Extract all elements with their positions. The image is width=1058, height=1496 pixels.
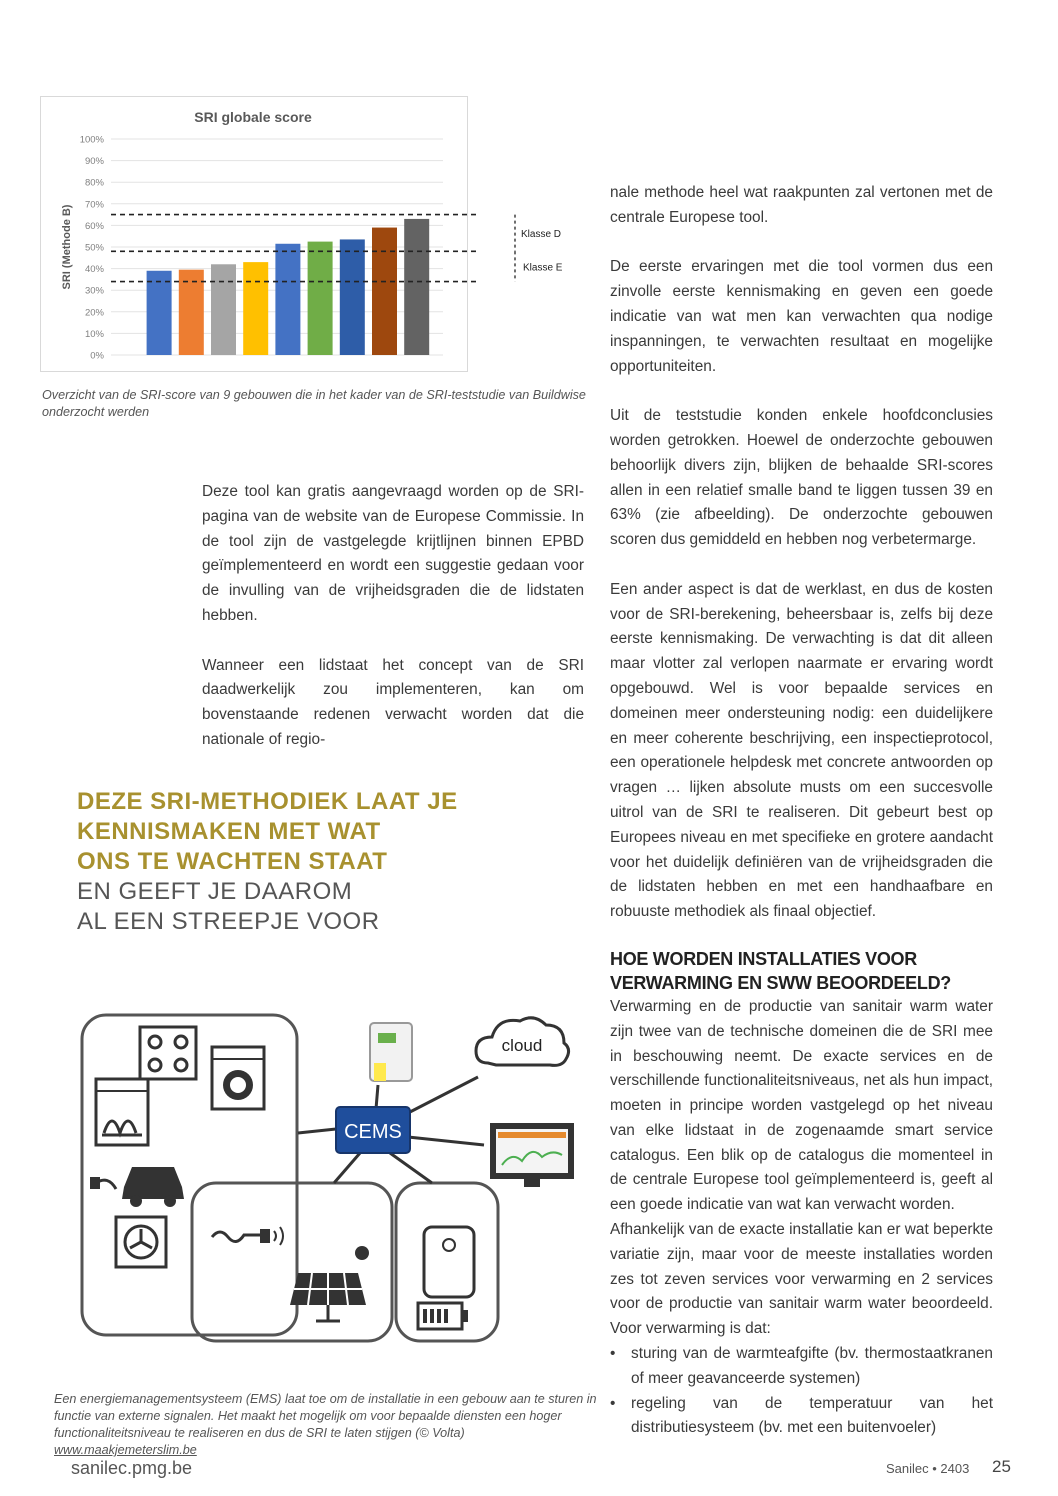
y-axis-label: SRI (Methode B) <box>61 204 73 290</box>
dishwasher-icon <box>96 1079 148 1145</box>
chart-bar <box>147 271 172 355</box>
section-heading-line-1: HOE WORDEN INSTALLATIES VOOR <box>610 948 917 969</box>
ems-diagram <box>72 1005 592 1350</box>
chart-bar <box>179 270 204 355</box>
right-column <box>610 181 993 1441</box>
y-tick-label: 70% <box>84 199 104 211</box>
y-tick-label: 10% <box>84 328 104 340</box>
right-paragraph-6: Afhankelijk van de exacte installatie kan er wat beperkte variatie zijn, maar voor de meeste installaties worden zes tot zeven services voor verwarming en 2 services voor de productie van sanitair warm water beoordeeld. Voor verwarming is dat: <box>610 1221 993 1338</box>
heat-pump-icon <box>116 1217 166 1267</box>
annotation-klasse-d: Klasse D <box>521 228 562 240</box>
y-tick-label: 0% <box>90 350 104 362</box>
pull-quote-line-5: AL EEN STREEPJE VOOR <box>77 908 380 935</box>
diagram-caption <box>54 1391 602 1459</box>
right-paragraph-4: Een ander aspect is dat de werklast, en dus de kosten voor de SRI-berekening, beheersbaar is, zelfs bij deze eerste kennismaking. De verwachting is dat dit alleen maar vlotter zal verlopen naarmate er ervaring wordt opgebouwd. Wel is voor bepaalde services en domeinen meer ondersteuning nodig: een duidelijkere en meer coherente beschrijving, een inspectieprotocol, een operationele helpdesk met concrete antwoorden op vragen … lijken absolute musts om een succesvolle uitrol van de SRI te realiseren. Dit gebeurt best op Europees niveau en met specifieke en grotere aandacht voor het duidelijk definiëren van de vrijheidsgraden die de lidstaten hebben en met een handhaafbare en robuuste methodiek als finaal objectief. <box>610 580 993 921</box>
right-paragraph-5: Verwarming en de productie van sanitair warm water zijn twee van de technische domeinen die de SRI mee in beschouwing neemt. De exacte services en de verschillende functionaliteitsniveaus, net als hun impact, moeten in principe worden vastgelegd op het niveau van elke lidstaat in de zogenaamde smart service catalogus. Een blik op de catalogus die momenteel in de centrale Europese tool geïmplementeerd is, geeft al een goede indicatie van wat kan verwacht worden. <box>610 997 993 1214</box>
y-tick-label: 30% <box>84 285 104 297</box>
chart-bar <box>308 242 333 355</box>
pull-quote-line-2: KENNISMAKEN MET WAT <box>77 818 381 845</box>
heating-services-list <box>610 1342 993 1441</box>
y-tick-label: 40% <box>84 264 104 276</box>
solar-panel-icon <box>290 1246 369 1321</box>
chart-bar <box>404 219 429 355</box>
section-heading-line-2: VERWARMING EN SWW BEOORDEELD? <box>610 972 951 993</box>
list-item <box>610 1342 993 1392</box>
chart-bar <box>243 262 268 355</box>
electric-car-icon <box>90 1167 184 1207</box>
section-heading <box>610 947 993 995</box>
ems-diagram-svg <box>72 1005 592 1350</box>
washing-machine-icon <box>212 1047 264 1109</box>
footer-issue: Sanilec • 2403 <box>886 1461 970 1476</box>
y-tick-label: 90% <box>84 156 104 168</box>
pull-quote <box>77 787 557 937</box>
right-paragraph-3: Uit de teststudie konden enkele hoofdconclusies worden getrokken. Hoewel de onderzochte gebouwen behoorlijk divers zijn, blijken de behaalde SRI-scores allen in een relatief smalle band te liggen tussen 39 en 63% (zie afbeelding). De onderzochte gebouwen scoren dus gemiddeld en hebben nog verbetermarge. <box>610 407 993 549</box>
y-tick-label: 50% <box>84 242 104 254</box>
middle-column <box>202 480 584 753</box>
battery-icon <box>418 1303 468 1329</box>
cloud-label: cloud <box>501 1036 543 1055</box>
cooktop-icon <box>140 1027 196 1079</box>
chart-bar <box>275 244 300 355</box>
footer-site[interactable]: sanilec.pmg.be <box>71 1458 193 1478</box>
bullet-marker: • <box>610 1345 616 1363</box>
chart-bar <box>340 239 365 355</box>
list-item <box>610 1392 993 1442</box>
thermostat-icon <box>370 1023 412 1081</box>
right-paragraph-1: nale methode heel wat raakpunten zal vertonen met de centrale Europese tool. <box>610 184 993 226</box>
pull-quote-line-1: DEZE SRI-METHODIEK LAAT JE <box>77 788 458 815</box>
cems-box <box>336 1107 410 1153</box>
bullet-marker: • <box>610 1394 616 1412</box>
y-tick-label: 100% <box>79 134 104 146</box>
chart-bar <box>211 264 236 355</box>
sri-chart <box>40 96 563 372</box>
chart-bar <box>372 228 397 355</box>
y-tick-label: 20% <box>84 307 104 319</box>
chart-caption: Overzicht van de SRI-score van 9 gebouwen die in het kader van de SRI-teststudie van Buildwise onderzocht werden <box>42 388 586 419</box>
cloud-icon <box>476 1018 569 1066</box>
maakjemeterslim-link[interactable]: www.maakjemeterslim.be <box>54 1443 197 1457</box>
monitor-icon <box>490 1123 574 1187</box>
annotation-klasse-e: Klasse E <box>523 262 563 274</box>
smart-meter-icon <box>212 1227 283 1245</box>
chart-title: SRI globale score <box>194 109 312 125</box>
pull-quote-line-4: EN GEEFT JE DAAROM <box>77 878 353 905</box>
page-number: 25 <box>992 1457 1011 1476</box>
y-tick-label: 80% <box>84 177 104 189</box>
sri-chart-svg <box>41 97 563 371</box>
production-group-box <box>192 1183 392 1341</box>
middle-paragraph-1: Deze tool kan gratis aangevraagd worden op de SRI-pagina van de website van de Europese Commissie. In de tool zijn de vastgelegde krijtlijnen binnen EPBD geïmplementeerd en wordt een suggestie gedaan voor de invulling van de vrijheidsgraden die de lidstaten hebben. <box>202 483 584 624</box>
diagram-caption-text: Een energiemanagementsysteem (EMS) laat toe om de installatie in een gebouw aan te sturen in functie van externe signalen. Het maakt het mogelijk om voor bepaalde diensten een hoger functionaliteitsniveau te realiseren en dus de SRI te laten stijgen (© Volta) <box>54 1392 597 1440</box>
y-tick-label: 60% <box>84 220 104 232</box>
list-item-text: sturing van de warmteafgifte (bv. thermostaatkranen of meer geavanceerde systemen) <box>631 1345 993 1387</box>
right-paragraph-2: De eerste ervaringen met die tool vormen dus een zinvolle eerste kennismaking en geven een goede indicatie van wat men kan verwachten qua nodige inspanningen, te verwachten resultaat en mogelijke opportuniteiten. <box>610 258 993 375</box>
list-item-text: regeling van de temperatuur van het distributiesysteem (bv. met een buitenvoeler) <box>631 1394 993 1437</box>
middle-paragraph-2: Wanneer een lidstaat het concept van de SRI daadwerkelijk zou implementeren, kan om bovenstaande redenen verwacht worden dat die nationale of regio- <box>202 656 584 748</box>
pull-quote-line-3: ONS TE WACHTEN STAAT <box>77 848 388 875</box>
cems-label: CEMS <box>344 1121 402 1143</box>
boiler-icon <box>424 1227 474 1297</box>
